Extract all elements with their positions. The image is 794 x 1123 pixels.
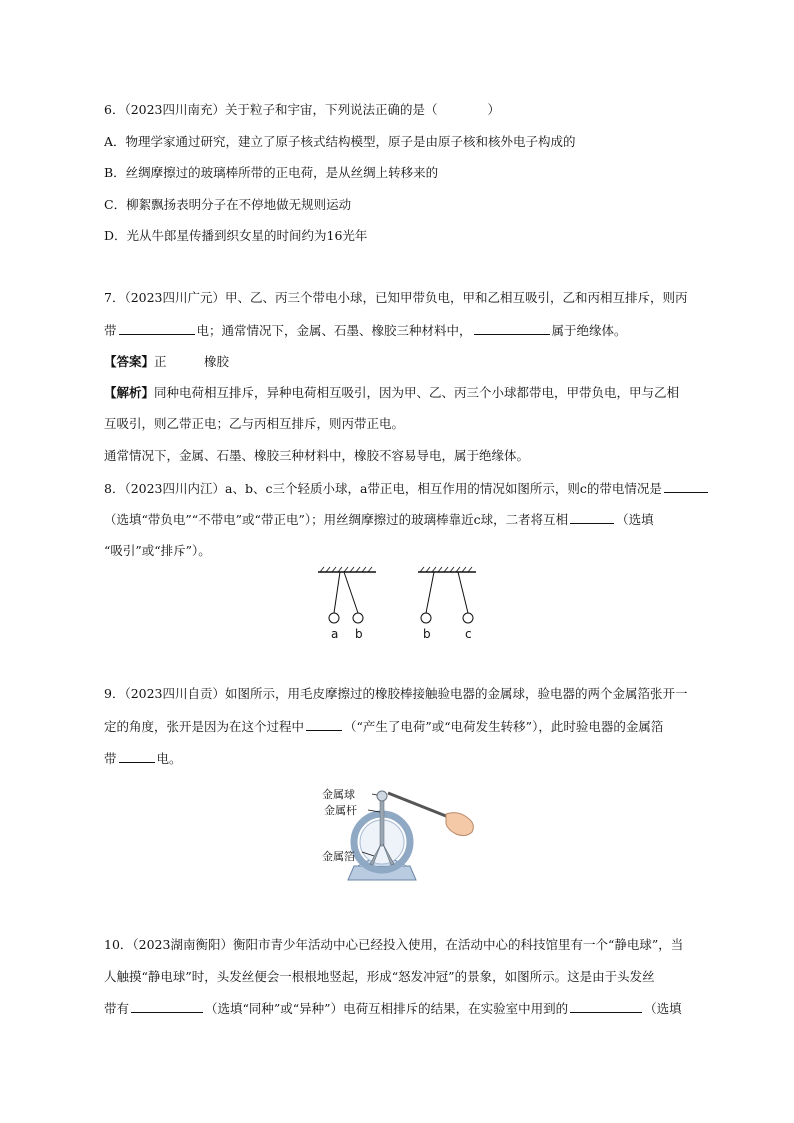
q7-blank-1 [119,322,195,335]
q7-stem-line1: 7．（2023四川广元）甲、乙、丙三个带电小球，已知甲带负电，甲和乙相互吸引，乙和丙相互排斥，则丙 [104,290,688,305]
q6-option-c: C．柳絮飘扬表明分子在不停地做无规则运动 [104,197,352,212]
q7-answer [104,354,229,370]
q8-blank-2 [570,511,614,524]
q9-blank-1 [306,718,342,731]
q10-stem-line2: 人触摸“静电球”时，头发丝便会一根根地竖起，形成“怒发冲冠”的景象，如图所示。这是由于头发丝 [104,969,655,984]
q6-option-d: D．光从牛郎星传播到织女星的时间约为16光年 [104,228,368,243]
label-b: b [355,627,363,641]
ball-a [329,613,339,623]
q6-option-b: B．丝绸摩擦过的玻璃棒所带的正电荷，是从丝绸上转移来的 [104,165,439,180]
q8-stem-line1 [104,480,710,497]
q9-text: （“产生了电荷”或“电荷发生转移”），此时验电器的金属箔 [344,719,664,734]
q7-stem-line2 [104,322,627,339]
q10-stem-line3 [104,1000,682,1017]
q9-stem-line3 [104,750,182,767]
ball-b-right [421,613,431,623]
q7-analysis-2: 互吸引，则乙带正电；乙与丙相互排斥，则丙带正电。 [104,416,405,431]
q6-stem: 6．（2023四川南充）关于粒子和宇宙，下列说法正确的是（ ） [104,102,501,117]
q10-text: 带有 [104,1001,130,1016]
q7-text: 电；通常情况下，金属、石墨、橡胶三种材料中， [196,323,472,338]
q8-pendulum-figure [310,566,490,646]
label-metal-ball: 金属球 [322,788,355,801]
q8-stem-line3: “吸引”或“排斥”）。 [104,543,211,558]
metal-rod [380,800,384,846]
metal-ball [377,791,387,801]
q7-text: 属于绝缘体。 [551,323,627,338]
q8-text: （选填 [616,512,654,527]
hand [446,813,473,836]
q7-analysis-1 [104,385,679,401]
q7-text: 带 [104,323,117,338]
label-metal-rod: 金属杆 [324,804,357,817]
q9-stem-line1: 9．（2023四川自贡）如图所示，用毛皮摩擦过的橡胶棒接触验电器的金属球，验电器的两个金属箔张开一 [104,686,688,701]
label-b-right: b [423,627,431,641]
q9-text: 定的角度，张开是因为在这个过程中 [104,719,305,734]
label-a: a [331,627,339,641]
q10-text: （选填“同种”或“异种”）电荷互相排斥的结果，在实验室中用到的 [205,1001,569,1016]
label-c: c [465,627,472,641]
q10-text: （选填 [644,1001,682,1016]
q7-blank-2 [474,322,550,335]
answer-text: 正 橡胶 [154,354,230,369]
q9-stem-line2 [104,718,663,735]
q9-text: 电。 [156,751,182,766]
q8-blank-1 [664,480,708,493]
q6-option-a: A．物理学家通过研究，建立了原子核式结构模型，原子是由原子核和核外电子构成的 [104,134,576,149]
q10-blank-2 [570,1000,642,1013]
answer-label: 【答案】 [104,354,155,369]
q7-analysis-3: 通常情况下，金属、石墨、橡胶三种材料中，橡胶不容易导电，属于绝缘体。 [104,448,530,463]
ball-c [463,613,473,623]
q9-blank-2 [119,750,155,763]
q10-stem-line1: 10．（2023湖南衡阳）衡阳市青少年活动中心已经投入使用，在活动中心的科技馆里有一个“静电球”，当 [104,937,684,952]
q10-blank-1 [131,1000,203,1013]
analysis-text: 同种电荷相互排斥，异种电荷相互吸引，因为甲、乙、丙三个小球都带电，甲带负电，甲与乙相 [154,385,680,400]
analysis-label: 【解析】 [104,385,155,400]
q8-stem-line2 [104,511,654,528]
q8-text: 8．（2023四川内江）a、b、c三个轻质小球，a带正电，相互作用的情况如图所示，则c的带电情况是 [104,481,662,496]
q8-text: （选填“带负电”“不带电”或“带正电”）；用丝绸摩擦过的玻璃棒靠近c球，二者将互相 [104,512,569,527]
label-metal-foil: 金属箔 [322,850,355,863]
q9-text: 带 [104,751,117,766]
ball-b [353,613,363,623]
q9-electroscope-figure [318,780,480,888]
